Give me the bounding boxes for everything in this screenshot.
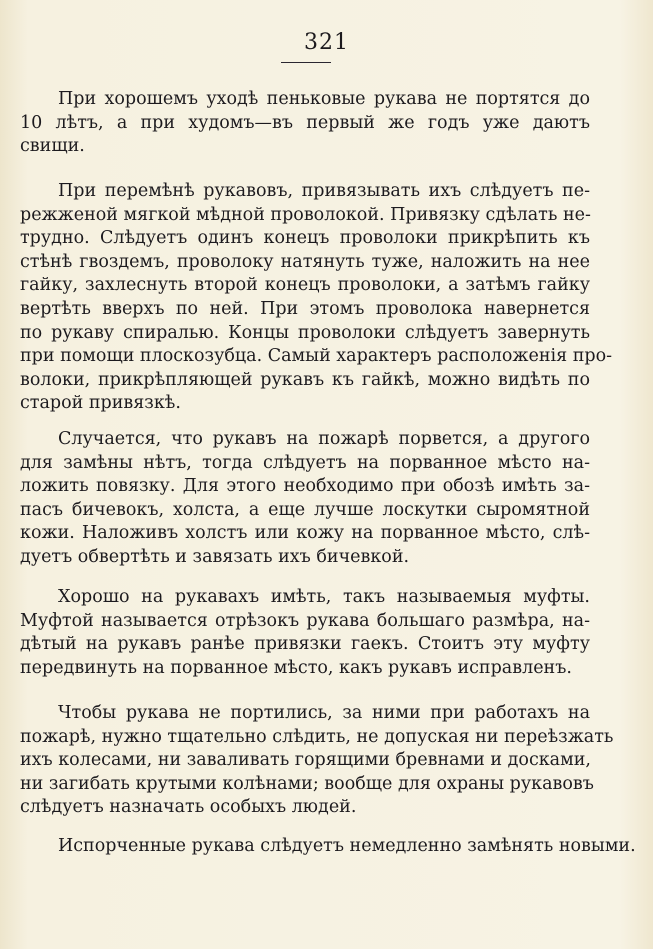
text-line: ни загибать крутыми колѣнами; вообще для охраны рукавовъ: [20, 773, 594, 794]
paragraph: [20, 88, 590, 159]
paragraph: [20, 428, 590, 570]
text-line: волоки, прикрѣпляющей рукавъ къ гайкѣ, можно видѣть по: [20, 369, 590, 390]
text-line: При хорошемъ уходѣ пеньковые рукава не портятся до: [58, 89, 590, 109]
text-line: при помощи плоскозубца. Самый характеръ расположенія про-: [20, 346, 613, 367]
text-line: Испорченные рукава слѣдуетъ немедленно замѣнять новыми.: [58, 836, 636, 856]
text-line: При перемѣнѣ рукавовъ, привязывать ихъ слѣдуетъ пе-: [58, 181, 590, 201]
text-line: для замѣны нѣтъ, тогда слѣдуетъ на порванное мѣсто на-: [20, 452, 590, 473]
page-number-rule: [281, 62, 331, 63]
page-number: 321: [304, 30, 349, 55]
paragraph: [20, 835, 636, 859]
text-line: ихъ колесами, ни заваливать горящими бревнами и досками,: [20, 750, 591, 771]
text-line: слѣдуетъ назначать особыхъ людей.: [20, 797, 357, 818]
text-line: дѣтый на рукавъ ранѣе привязки гаекъ. Стоитъ эту муфту: [20, 634, 590, 655]
text-line: вертѣть вверхъ по ней. При этомъ проволока навернется: [20, 298, 590, 319]
text-line: гайку, захлеснуть второй конецъ проволоки, а затѣмъ гайку: [20, 275, 590, 296]
text-line: дуетъ обвертѣть и завязать ихъ бичевкой.: [20, 546, 410, 567]
text-line: трудно. Слѣдуетъ одинъ конецъ проволоки прикрѣпить къ: [20, 228, 590, 249]
text-line: режженой мягкой мѣдной проволокой. Привязку сдѣлать не-: [20, 204, 591, 225]
text-line: 10 лѣтъ, а при худомъ—въ первый же годъ уже даютъ: [20, 112, 590, 133]
paragraph: [20, 702, 614, 820]
text-line: ложить повязку. Для этого необходимо при обозѣ имѣть за-: [20, 476, 590, 497]
text-line: передвинуть на порванное мѣсто, какъ рукавъ исправленъ.: [20, 657, 572, 678]
text-line: по рукаву спиралью. Концы проволоки слѣдуетъ завернуть: [20, 322, 590, 343]
text-line: старой привязкѣ.: [20, 393, 181, 414]
text-line: пожарѣ, нужно тщательно слѣдить, не допуская ни переѣзжать: [20, 726, 614, 747]
paragraph: [20, 586, 590, 680]
text-line: Хорошо на рукавахъ имѣть, такъ называемыя муфты.: [58, 587, 590, 607]
text-line: Случается, что рукавъ на пожарѣ порвется, а другого: [58, 429, 590, 449]
text-line: пасъ бичевокъ, холста, а еще лучше лоскутки сыромятной: [20, 499, 590, 520]
text-line: Муфтой называется отрѣзокъ рукава большаго размѣра, на-: [20, 610, 590, 631]
paragraph: [20, 180, 613, 416]
text-line: свищи.: [20, 136, 85, 157]
text-line: кожи. Наложивъ холстъ или кожу на порванное мѣсто, слѣ-: [20, 523, 590, 544]
text-line: стѣнѣ гвоздемъ, проволоку натянуть туже, наложить на нее: [20, 251, 590, 272]
text-line: Чтобы рукава не портились, за ними при работахъ на: [58, 703, 590, 723]
